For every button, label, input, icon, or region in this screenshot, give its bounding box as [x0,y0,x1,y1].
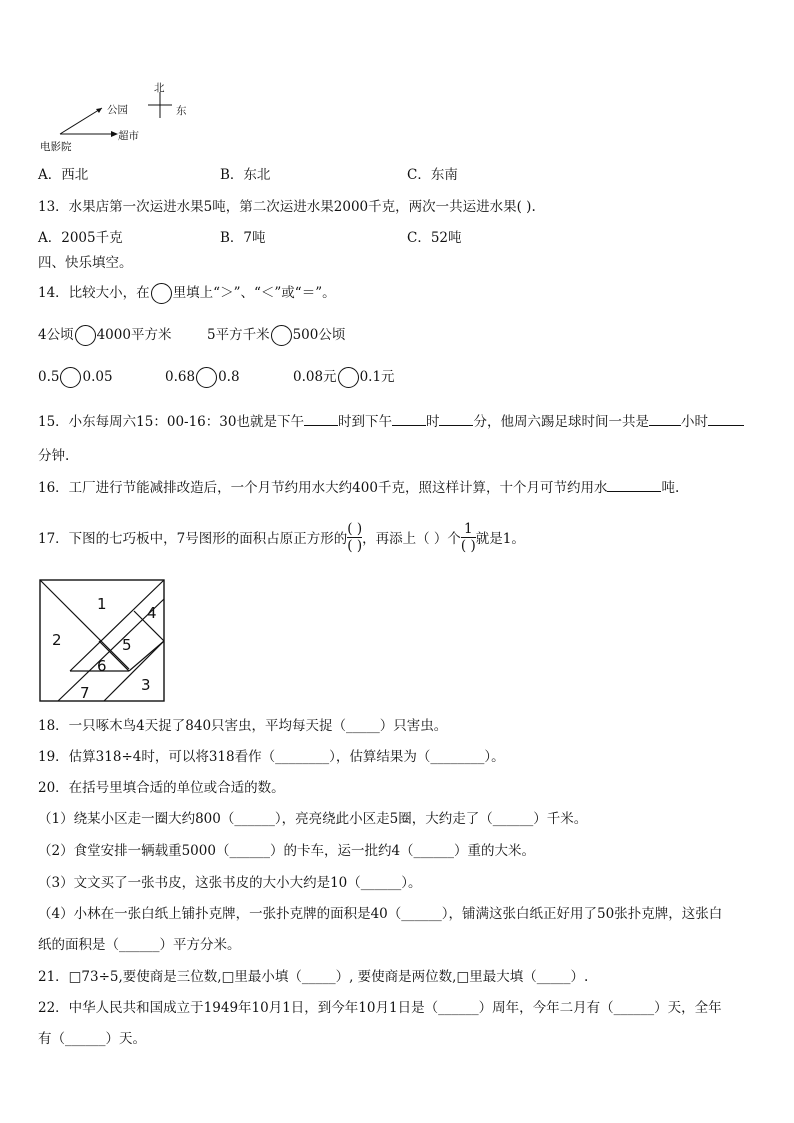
answer-blank[interactable] [708,412,744,426]
fraction-numerator: ( ) [347,521,363,537]
q12-option-c: C．东南 [407,167,458,183]
compare-item [165,367,240,388]
compare-left: 0.08元 [293,369,337,385]
tangram-label-3: 3 [141,676,151,694]
compare-item [207,325,345,346]
q22-text: 22．中华人民共和国成立于1949年10月1日，到今年10月1日是（______）周年，今年二月有（______）天，全年 [38,1000,722,1016]
q14-text [38,283,336,304]
supermarket-label: 超市 [118,130,139,142]
compare-circle-icon[interactable] [60,367,81,388]
compare-right: 500公顷 [292,327,346,343]
q22-text-line2: 有（______）天。 [38,1031,146,1047]
answer-blank[interactable] [304,412,338,426]
north-label: 北 [154,82,165,94]
compare-left: 4公顷 [38,327,74,343]
park-label: 公园 [107,104,128,116]
section-heading: 四、快乐填空。 [38,255,133,271]
tangram-label-5: 5 [122,636,132,654]
q20-item: （2）食堂安排一辆载重5000（______）的卡车，运一批约4（______）重的大米。 [38,843,536,859]
q15-line2: 分钟. [38,448,70,464]
q17-part: 17．下图的七巧板中，7号图形的面积占原正方形的 [38,531,348,547]
q14-prefix: 14．比较大小，在 [38,285,150,301]
fraction-denominator: ( ) [460,538,476,554]
compare-right: 0.05 [82,369,113,385]
compare-circle-icon [151,283,172,304]
answer-blank[interactable] [439,412,473,426]
q15-part: 小时 [680,414,708,430]
q17-part: ，再添上（ ）个 [362,531,461,547]
q20-item: （4）小林在一张白纸上铺扑克牌，一张扑克牌的面积是40（______），铺满这张白纸正好用了50张扑克牌，这张白 [38,906,723,922]
q17-text [38,523,525,556]
tangram-label-7: 7 [80,684,90,702]
compare-right: 0.1元 [359,369,395,385]
q13-option-a: A．2005千克 [38,230,123,246]
compare-left: 0.5 [38,369,60,385]
answer-blank[interactable] [392,412,426,426]
compare-item [38,367,113,388]
q20-item: 纸的面积是（______）平方分米。 [38,937,241,953]
fraction-denominator: ( ) [347,538,363,554]
q13-option-b: B．7吨 [220,230,266,246]
answer-blank[interactable] [607,478,661,492]
q18-text: 18．一只啄木鸟4天捉了840只害虫，平均每天捉（_____）只害虫。 [38,718,448,734]
q19-text: 19．估算318÷4时，可以将318看作（________），估算结果为（________）。 [38,749,505,765]
q14-suffix: 里填上“＞”、“＜”或“＝”。 [172,285,336,301]
q21-text: 21．□73÷5,要使商是三位数,□里最小填（_____）, 要使商是两位数,□里最大填（_____）. [38,969,589,985]
compare-left: 0.68 [165,369,196,385]
q15-part: 15．小东每周六15：00-16：30也就是下午 [38,414,304,430]
q12-option-a: A．西北 [38,167,89,183]
q16-part: 吨. [661,480,680,496]
east-label: 东 [176,105,187,117]
cinema-label: 电影院 [40,141,72,153]
compare-right: 0.8 [218,369,240,385]
fraction-numerator: 1 [464,521,473,537]
q15-part: 时到下午 [337,414,392,430]
q15-part: 分，他周六踢足球时间一共是 [473,414,649,430]
tangram-label-6: 6 [97,657,107,675]
q12-option-b: B．东北 [220,167,271,183]
q20-title: 20．在括号里填合适的单位或合适的数。 [38,780,285,796]
tangram-label-4: 4 [147,604,157,622]
q13-text: 13．水果店第一次运进水果5吨，第二次运进水果2000千克，两次一共运进水果( ). [38,199,536,215]
tangram-label-2: 2 [52,631,62,649]
compare-circle-icon[interactable] [75,325,96,346]
compare-left: 5平方千米 [207,327,270,343]
compare-circle-icon[interactable] [271,325,292,346]
compare-item [293,367,395,388]
compare-item [38,325,171,346]
q16-text [38,478,679,498]
compare-circle-icon[interactable] [196,367,217,388]
q15-text [38,412,744,432]
compare-right: 4000平方米 [96,327,172,343]
tangram-label-1: 1 [97,595,107,613]
answer-blank[interactable] [649,412,681,426]
q13-option-c: C．52吨 [407,230,462,246]
q20-item: （1）绕某小区走一圈大约800（______），亮亮绕此小区走5圈，大约走了（______）千米。 [38,811,588,827]
q15-part: 时 [425,414,440,430]
q20-item: （3）文文买了一张书皮，这张书皮的大小大约是10（______）。 [38,875,422,891]
compare-circle-icon[interactable] [338,367,359,388]
q17-part: 就是1。 [475,531,525,547]
q16-part: 16．工厂进行节能减排改造后，一个月节约用水大约400千克，照这样计算，十个月可节约用水 [38,480,608,496]
fraction-blank[interactable] [347,521,362,554]
unit-fraction[interactable] [461,521,476,554]
